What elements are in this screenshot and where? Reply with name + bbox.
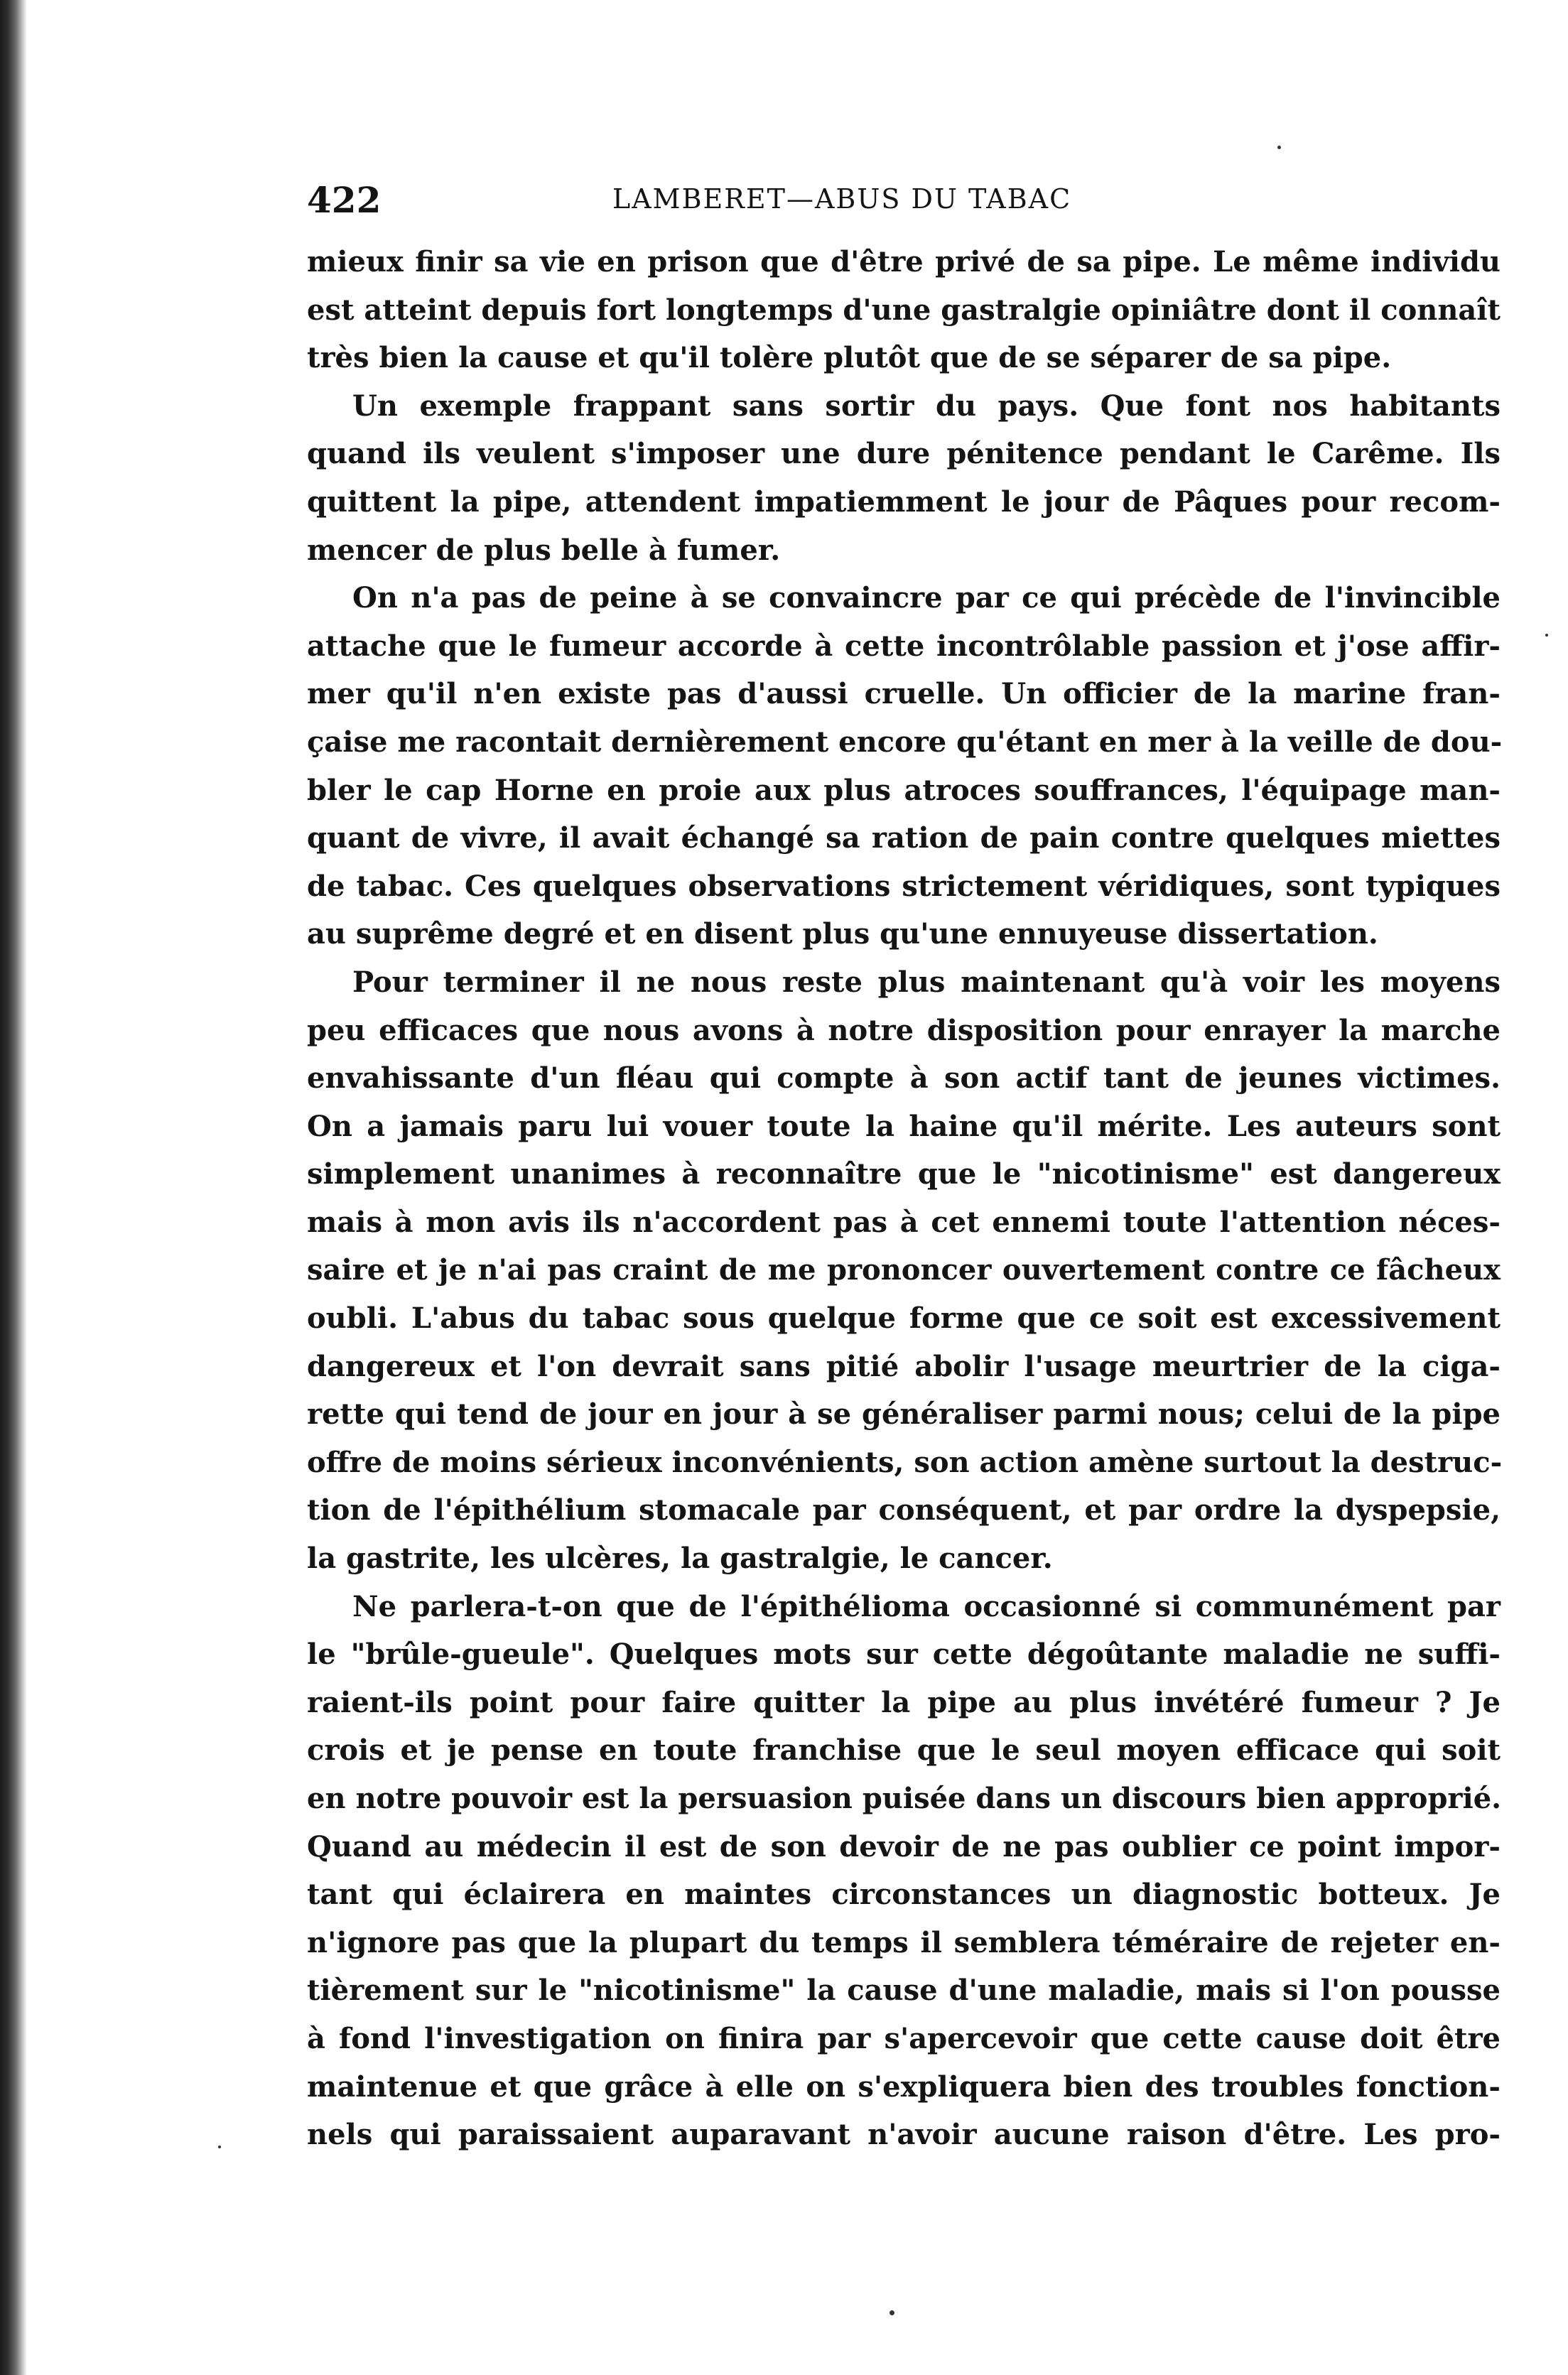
- text-line: à fond l'investigation on finira par s'apercevoir que cette cause doit être: [307, 2021, 1501, 2055]
- text-line: tant qui éclairera en maintes circonstances un diagnostic botteux. Je: [307, 1878, 1501, 1912]
- page-number: 422: [307, 179, 382, 221]
- scan-speck: [1277, 146, 1281, 149]
- scan-binding-edge: [0, 0, 27, 2375]
- text-line: maintenue et que grâce à elle on s'expliquera bien des troubles fonction-: [307, 2070, 1501, 2104]
- text-line: simplement unanimes à reconnaître que le "nicotinisme" est dangereux: [307, 1157, 1501, 1191]
- text-line: attache que le fumeur accorde à cette incontrôlable passion et j'ose affir-: [307, 629, 1501, 663]
- text-line: crois et je pense en toute franchise que le seul moyen efficace qui soit: [307, 1733, 1501, 1768]
- text-line: très bien la cause et qu'il tolère plutôt que de se séparer de sa pipe.: [307, 341, 1392, 375]
- text-line: dangereux et l'on devrait sans pitié abolir l'usage meurtrier de la ciga-: [307, 1349, 1501, 1383]
- text-line: Quand au médecin il est de son devoir de ne pas oublier ce point impor-: [307, 1829, 1501, 1863]
- text-line: envahissante d'un fléau qui compte à son actif tant de jeunes victimes.: [307, 1061, 1501, 1095]
- text-line: nels qui paraissaient auparavant n'avoir aucune raison d'être. Les pro-: [307, 2118, 1501, 2152]
- text-line: offre de moins sérieux inconvénients, son action amène surtout la destruc-: [307, 1445, 1503, 1479]
- text-line: au suprême degré et en disent plus qu'une ennuyeuse dissertation.: [307, 917, 1378, 951]
- text-line: On n'a pas de peine à se convaincre par ce qui précède de l'invincible: [352, 581, 1501, 615]
- text-line: çaise me racontait dernièrement encore qu'étant en mer à la veille de dou-: [307, 725, 1503, 759]
- scan-speck: [890, 2310, 894, 2315]
- text-line: bler le cap Horne en proie aux plus atroces souffrances, l'équipage man-: [307, 773, 1501, 807]
- scan-speck: [218, 2146, 221, 2148]
- text-line: de tabac. Ces quelques observations strictement véridiques, sont typiques: [307, 869, 1501, 903]
- text-line: tion de l'épithélium stomacale par conséquent, et par ordre la dyspepsie,: [307, 1493, 1501, 1527]
- text-line: n'ignore pas que la plupart du temps il semblera téméraire de rejeter en-: [307, 1925, 1501, 1959]
- text-line: tièrement sur le "nicotinisme" la cause d'une maladie, mais si l'on pousse: [307, 1974, 1501, 2008]
- text-line: mencer de plus belle à fumer.: [307, 533, 781, 567]
- text-line: quand ils veulent s'imposer une dure pénitence pendant le Carême. Ils: [307, 437, 1501, 471]
- text-line: oubli. L'abus du tabac sous quelque forme que ce soit est excessivement: [307, 1302, 1501, 1336]
- text-line: Un exemple frappant sans sortir du pays. Que font nos habitants: [352, 389, 1501, 423]
- text-line: mer qu'il n'en existe pas d'aussi cruelle. Un officier de la marine fran-: [307, 677, 1501, 711]
- text-line: Ne parlera-t-on que de l'épithélioma occasionné si communément par: [352, 1589, 1501, 1623]
- text-line: la gastrite, les ulcères, la gastralgie, le cancer.: [307, 1542, 1053, 1576]
- text-line: saire et je n'ai pas craint de me prononcer ouvertement contre ce fâcheux: [307, 1253, 1501, 1287]
- text-line: mais à mon avis ils n'accordent pas à cet ennemi toute l'attention néces-: [307, 1205, 1501, 1239]
- text-line: en notre pouvoir est la persuasion puisée dans un discours bien approprié.: [307, 1782, 1502, 1815]
- body-text: [307, 238, 1501, 2159]
- running-title: LAMBERET—ABUS DU TABAC: [612, 183, 1072, 215]
- text-line: quant de vivre, il avait échangé sa ration de pain contre quelques miettes: [307, 821, 1501, 855]
- text-line: mieux finir sa vie en prison que d'être privé de sa pipe. Le même individu: [307, 245, 1501, 278]
- page-header: [307, 179, 1124, 222]
- text-line: On a jamais paru lui vouer toute la haine qu'il mérite. Les auteurs sont: [307, 1109, 1501, 1143]
- text-line: le "brûle-gueule". Quelques mots sur cette dégoûtante maladie ne suffi-: [307, 1638, 1501, 1672]
- text-line: rette qui tend de jour en jour à se généraliser parmi nous; celui de la pipe: [307, 1397, 1501, 1432]
- text-line: quittent la pipe, attendent impatiemment le jour de Pâques pour recom-: [307, 485, 1501, 519]
- text-line: raient-ils point pour faire quitter la pipe au plus invétéré fumeur ? Je: [307, 1685, 1501, 1719]
- text-line: est atteint depuis fort longtemps d'une gastralgie opiniâtre dont il connaît: [307, 293, 1501, 327]
- text-line: Pour terminer il ne nous reste plus maintenant qu'à voir les moyens: [352, 965, 1501, 999]
- scan-speck: [1545, 634, 1548, 637]
- text-line: peu efficaces que nous avons à notre disposition pour enrayer la marche: [307, 1013, 1501, 1047]
